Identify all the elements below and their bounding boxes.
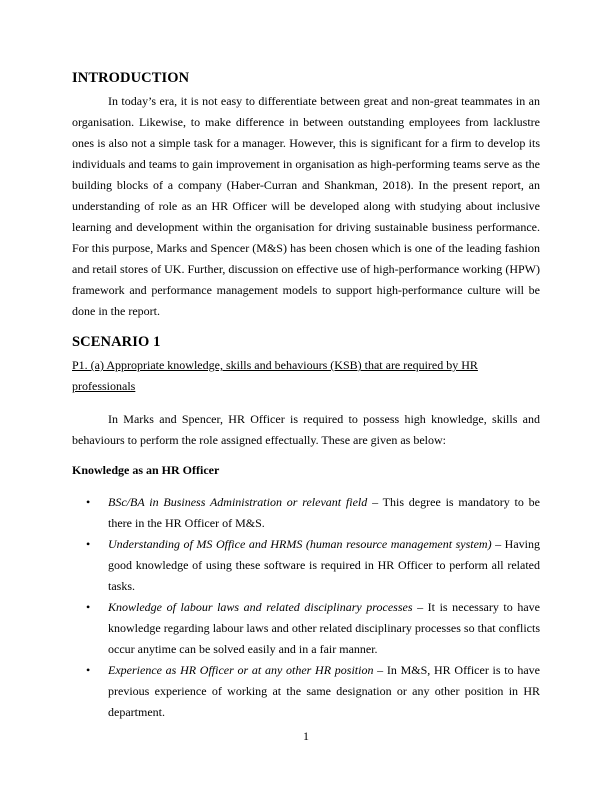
bullet-text: – This degree is mandatory to be there in the HR Officer of M&S.: [108, 495, 540, 530]
list-item: [72, 534, 540, 597]
bullet-icon: •: [86, 663, 91, 677]
scenario-subheading: P1. (a) Appropriate knowledge, skills and behaviours (KSB) that are required by HR professionals: [72, 358, 478, 393]
bullet-icon: •: [86, 495, 91, 509]
page-number: 1: [303, 729, 309, 743]
introduction-paragraph: In today’s era, it is not easy to differentiate between great and non-great teammates in an organisation. Likewise, to make difference in between outstanding employees from lacklustre ones is also not a simple task for a manager. However, this is significant for a firm to develop its individuals and teams to gain improvement in organisation as high-performing teams serve as the building blocks of a company (Haber-Curran and Shankman, 2018). In the present report, an understanding of role as an HR Officer will be developed along with studying about inclusive learning and development within the organisation for driving sustainable business performance. For this purpose, Marks and Spencer (M&S) has been chosen which is one of the leading fashion and retail stores of UK. Further, discussion on effective use of high-performance working (HPW) framework and performance management models to support high-performance culture will be done in the report.: [72, 94, 540, 318]
list-item: [72, 597, 540, 660]
scenario-paragraph: In Marks and Spencer, HR Officer is required to possess high knowledge, skills and behaviours to perform the role assigned effectually. These are given as below:: [72, 412, 540, 447]
list-item: [72, 492, 540, 534]
knowledge-heading: Knowledge as an HR Officer: [72, 463, 220, 477]
scenario-heading: SCENARIO 1: [72, 334, 161, 350]
bullet-term: Understanding of MS Office and HRMS (human resource management system): [108, 537, 492, 551]
bullet-text: – In M&S, HR Officer is to have previous experience of working at the same designation or any other position in HR department.: [108, 663, 540, 719]
bullet-icon: •: [86, 600, 91, 614]
introduction-heading: INTRODUCTION: [72, 70, 190, 86]
bullet-term: BSc/BA in Business Administration or relevant field: [108, 495, 368, 509]
knowledge-list: [72, 492, 540, 723]
bullet-text: – Having good knowledge of using these software is required in HR Officer to perform all related tasks.: [108, 537, 541, 593]
bullet-term: Knowledge of labour laws and related disciplinary processes: [108, 600, 413, 614]
list-item: [72, 660, 540, 723]
bullet-term: Experience as HR Officer or at any other HR position: [108, 663, 374, 677]
bullet-text: – It is necessary to have knowledge regarding labour laws and other related disciplinary processes so that conflicts occur anytime can be solved easily and in a fair manner.: [108, 600, 540, 656]
bullet-icon: •: [86, 537, 91, 551]
document-page: [72, 70, 540, 723]
